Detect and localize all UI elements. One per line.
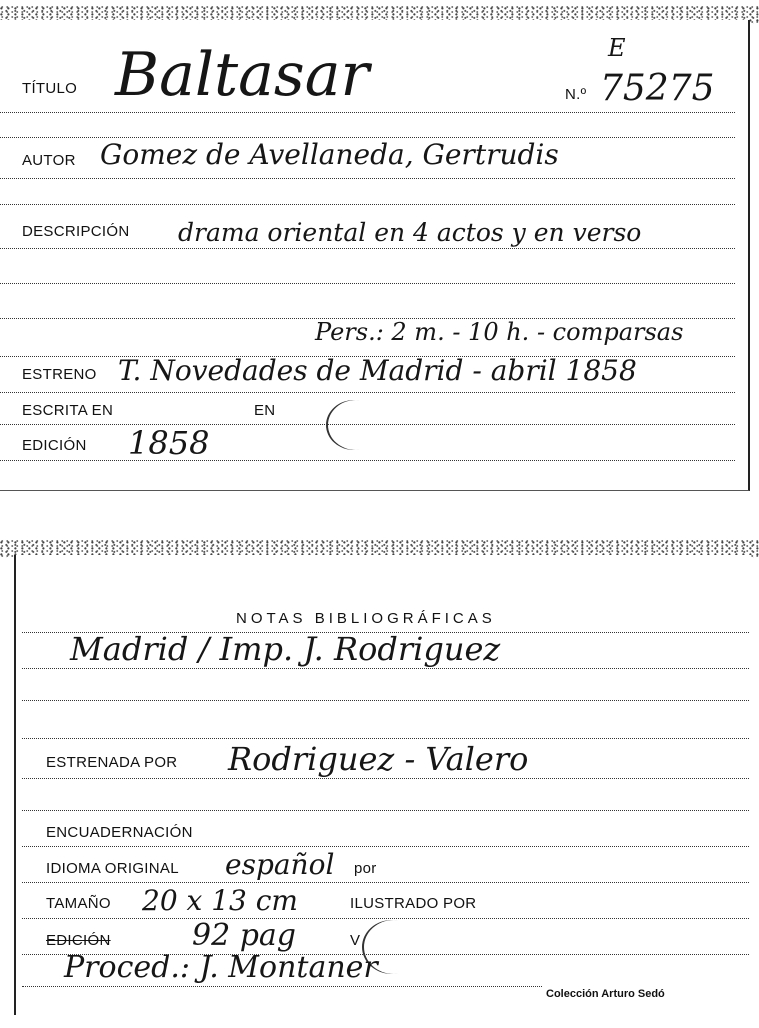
encuadernacion-label: ENCUADERNACIÓN — [46, 824, 193, 841]
numero-mark: E — [608, 34, 626, 62]
titulo-label: TÍTULO — [22, 80, 78, 97]
idioma-label: IDIOMA ORIGINAL — [46, 860, 179, 877]
personajes-value: Pers.: 2 m. - 10 h. - comparsas — [315, 318, 684, 346]
rule — [0, 178, 735, 179]
autor-label: AUTOR — [22, 152, 76, 169]
rule — [22, 846, 749, 847]
notas-value: Madrid / Imp. J. Rodriguez — [70, 630, 501, 668]
rule — [22, 810, 749, 811]
escrita-label: ESCRITA EN — [22, 402, 114, 419]
rule — [0, 248, 735, 249]
edicion-label: EDICIÓN — [22, 437, 87, 454]
rule — [22, 882, 749, 883]
descripcion-value: drama oriental en 4 actos y en verso — [178, 218, 642, 247]
rule — [22, 738, 749, 739]
por-label: por — [354, 860, 377, 877]
edicion-value-2: 92 pag — [192, 918, 297, 953]
rule — [0, 112, 735, 113]
rule — [0, 392, 735, 393]
titulo-value: Baltasar — [115, 40, 370, 110]
rule — [0, 460, 735, 461]
edicion-label-2: EDICIÓN — [46, 932, 111, 949]
rule — [22, 986, 542, 987]
numero-label: N.º — [565, 86, 587, 103]
idioma-value: español — [225, 848, 335, 881]
collection-footer: Colección Arturo Sedó — [546, 988, 665, 1000]
ilustrado-label: ILUSTRADO POR — [350, 895, 477, 912]
rule — [0, 424, 735, 425]
en-label: EN — [254, 402, 276, 419]
autor-value: Gomez de Avellaneda, Gertrudis — [100, 138, 559, 171]
rule — [0, 204, 735, 205]
estrenada-value: Rodriguez - Valero — [228, 740, 529, 778]
estrenada-label: ESTRENADA POR — [46, 754, 178, 771]
rule — [22, 700, 749, 701]
punch-hole — [328, 400, 384, 450]
numero-value: 75275 — [600, 68, 715, 109]
estreno-value: T. Novedades de Madrid - abril 1858 — [118, 354, 637, 387]
tamano-value: 20 x 13 cm — [142, 884, 298, 917]
estreno-label: ESTRENO — [22, 366, 97, 383]
notas-heading: NOTAS BIBLIOGRÁFICAS — [236, 610, 496, 627]
v-label: V — [350, 932, 361, 949]
rule — [22, 778, 749, 779]
rule — [22, 918, 749, 919]
edicion-value: 1858 — [128, 424, 210, 462]
descripcion-label: DESCRIPCIÓN — [22, 223, 130, 240]
tamano-label: TAMAÑO — [46, 895, 111, 912]
rule — [22, 668, 749, 669]
rule — [0, 283, 735, 284]
proced-value: Proced.: J. Montaner — [64, 950, 378, 985]
